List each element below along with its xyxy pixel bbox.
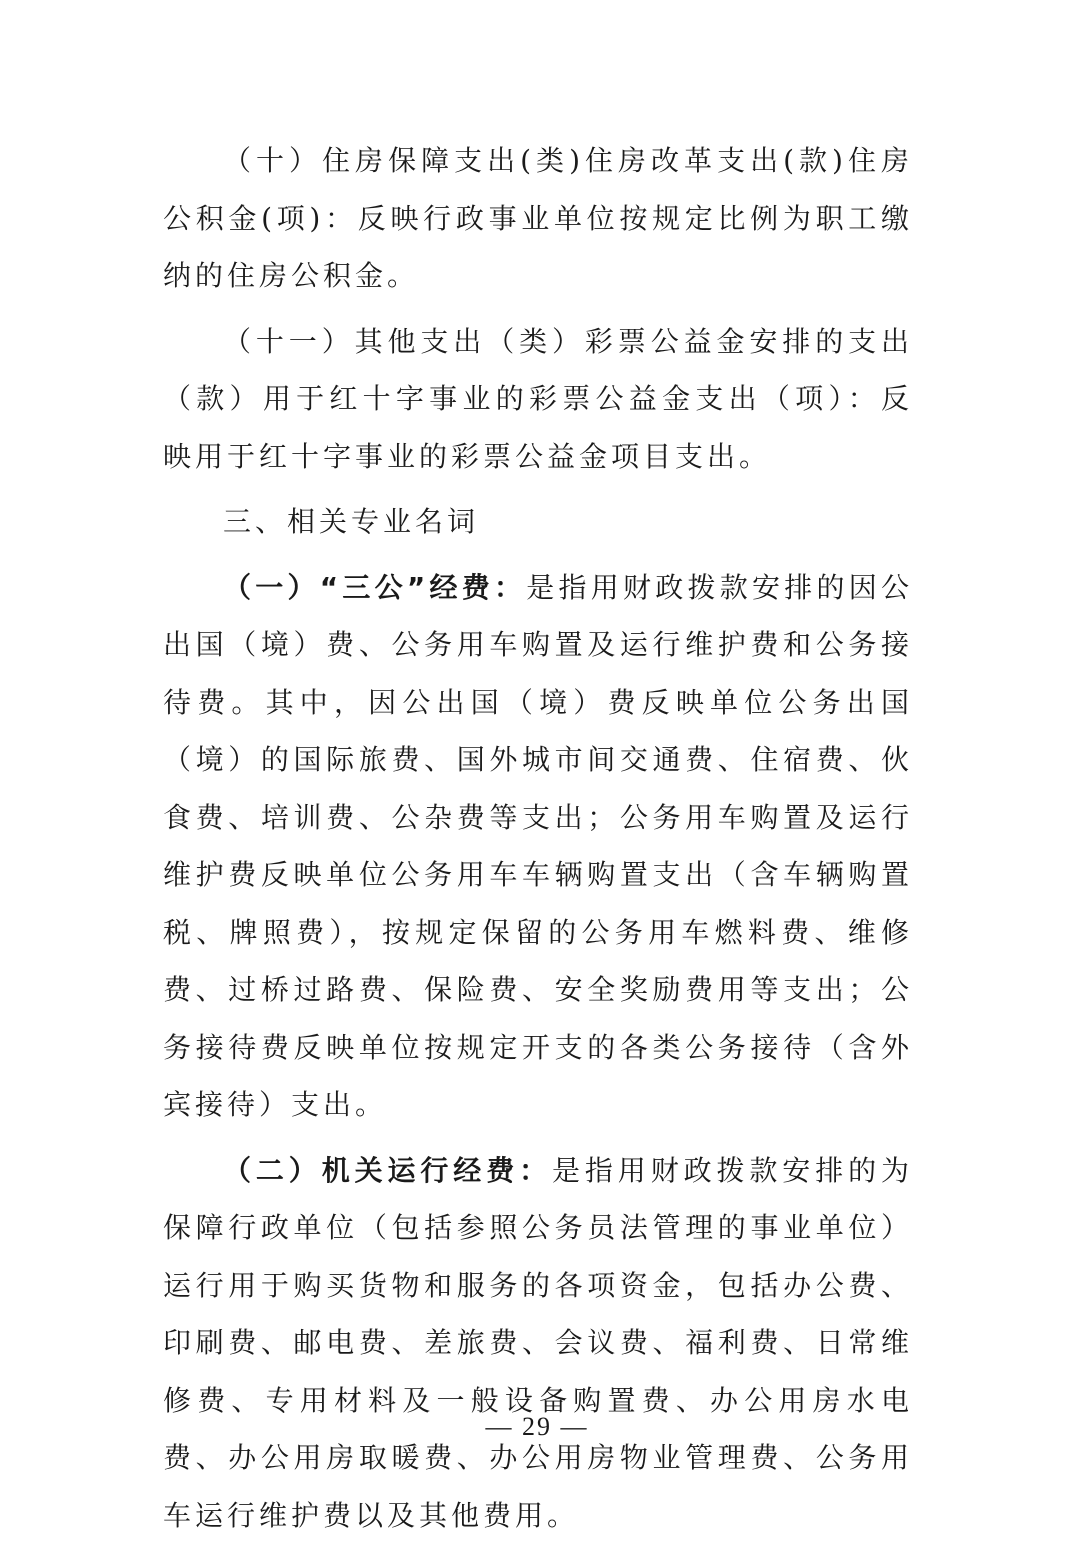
term-label-operating-cost: （二）机关运行经费： [223, 1154, 552, 1187]
paragraph-item-10: （十）住房保障支出(类)住房改革支出(款)住房公积金(项)：反映行政事业单位按规定比例为职工缴纳的住房公积金。 [163, 132, 913, 305]
paragraph-item-11: （十一）其他支出（类）彩票公益金安排的支出（款）用于红十字事业的彩票公益金支出（项）：反映用于红十字事业的彩票公益金项目支出。 [163, 313, 913, 486]
term-paragraph-sangong [163, 559, 913, 1134]
term-label-sangong: （一）“三公”经费： [223, 571, 526, 604]
term-definition-operating-cost: 是指用财政拨款安排的为保障行政单位（包括参照公务员法管理的事业单位）运行用于购买货物和服务的各项资金，包括办公费、印刷费、邮电费、差旅费、会议费、福利费、日常维修费、专用材料及一般设备购置费、办公用房水电费、办公用房取暖费、办公用房物业管理费、公务用车运行维护费以及其他费用。 [163, 1154, 913, 1532]
term-definition-sangong: 是指用财政拨款安排的因公出国（境）费、公务用车购置及运行维护费和公务接待费。其中，因公出国（境）费反映单位公务出国（境）的国际旅费、国外城市间交通费、住宿费、伙食费、培训费、公杂费等支出；公务用车购置及运行维护费反映单位公务用车车辆购置支出（含车辆购置税、牌照费），按规定保留的公务用车燃料费、维修费、过桥过路费、保险费、安全奖励费用等支出；公务接待费反映单位按规定开支的各类公务接待（含外宾接待）支出。 [163, 571, 913, 1122]
term-paragraph-operating-cost [163, 1142, 913, 1544]
section-heading: 三、相关专业名词 [163, 493, 913, 551]
document-body [163, 132, 913, 1544]
page-number: — 29 — [0, 1412, 1074, 1442]
